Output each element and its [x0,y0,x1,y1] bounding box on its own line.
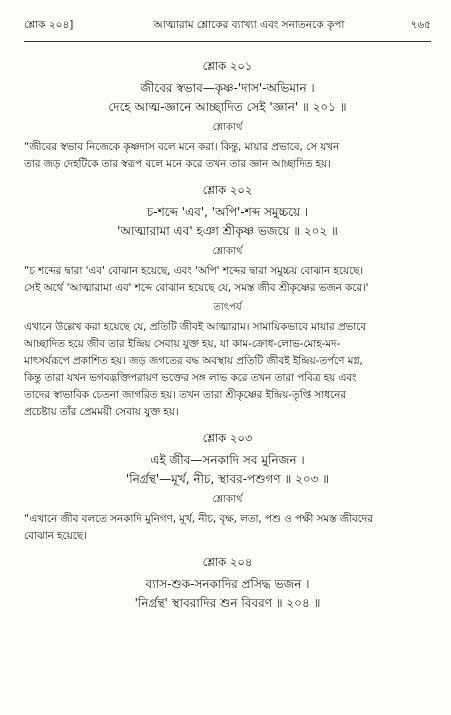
verse-heading-202: শ্লোক ২০২ [202,183,253,197]
translation-201 [24,139,431,173]
verse-line: চ-শব্দে 'এব', 'অপি'-শব্দ সমুচ্চয়ে । [146,205,309,219]
text-line: “এখানে জীব বলতে সনকাদি মুনিগণ, মূর্খ, নীচ, বৃক্ষ, লতা, পশু ও পক্ষী সমস্ত জীবদের [24,513,373,525]
text-line: আচ্ছাদিত হয়ে জীব তার ইন্দ্রিয় সেবায় যুক্ত হয়, যা কাম-ক্রোধ-লোভ-মোহ-মদ- [24,338,341,350]
verse-text-201 [24,79,431,117]
translation-203 [24,511,431,545]
verse-heading-201: শ্লোক ২০১ [202,59,253,73]
verse-line: দেহে আত্ম-জ্ঞানে আচ্ছাদিত সেই 'জ্ঞান' ॥ ২০১ ॥ [108,100,347,114]
text-line: তাদের স্বাভাবিক চেতনা জাগরিত হয়। তখন তারা শ্রীকৃষ্ণের ইন্দ্রিয়-তৃপ্তি সাধনের [24,389,346,401]
translation-label-203: শ্লোকার্থ [212,494,243,505]
text-line: “জীবের স্বভাব নিজেকে কৃষ্ণদাস বলে মনে করা। কিন্তু, মায়ার প্রভাবে, সে যখন [24,141,340,153]
header-verse-ref: শ্লোক ২০৪] [24,19,74,31]
text-line: এখানে উল্লেখ করা হয়েছে যে, প্রতিটি জীবই আত্মারাম। সামায়িকভাবে মায়ার প্রভাবে [24,321,367,333]
verse-line: এই জীব—সনকাদি সব মুনিজন । [150,453,305,467]
verse-text-202 [24,203,431,241]
header-rule [24,41,431,42]
verse-text-204 [24,575,431,613]
text-line: সেই অর্থে 'আত্মারামা এব' শব্দে বোঝান হয়েছে যে, সমস্ত জীব শ্রীকৃষ্ণের ভজন করে।' [24,282,369,294]
text-line: মাৎসর্যরূপে প্রকাশিত হয়। জড় জগতের বদ্ধ অবস্থায় প্রতিটি জীবই ইন্দ্রিয়-তর্পণে মগ্ন, [24,355,363,367]
header-chapter-title: আত্মারাম শ্লোকের ব্যাখ্যা এবং সনাতনকে কৃপা [153,19,345,31]
verse-heading-203: শ্লোক ২০৩ [202,431,253,445]
verse-line: 'নির্গ্রন্থ'—মূর্খ, নীচ, স্থাবর-পশুগণ ॥ ২০৩ ॥ [125,472,330,486]
page-number: ৭৬৫ [410,19,431,31]
translation-label-202: শ্লোকার্থ [212,246,243,257]
text-line: কিন্তু তারা যখন ভগবদ্ভক্তিপরায়ণ ভক্তের সঙ্গ লাভ করে তখন তারা পবিত্র হয় এবং [24,372,357,384]
translation-202 [24,263,431,297]
purport-202 [24,319,431,421]
verse-heading-204: শ্লোক ২০৪ [202,555,253,569]
verse-line: 'নির্গ্রন্থ' স্থাবরাদির শুন বিবরণ ॥ ২০৪ ॥ [134,596,321,610]
translation-label-201: শ্লোকার্থ [212,122,243,133]
running-header [24,0,431,35]
verse-text-203 [24,451,431,489]
text-line: প্রচেষ্টায় তাঁর প্রেমময়ী সেবায় যুক্ত হয়। [24,406,179,418]
verse-line: 'আত্মারামা এব' হঞা শ্রীকৃষ্ণ ভজয়ে ॥ ২০২ ॥ [117,224,338,238]
verse-line: জীবের স্বভাব—কৃষ্ণ-'দাস'-অভিমান । [140,81,315,95]
text-line: তার জড় দেহটিকে তার স্বরূপ বলে মনে করে তখন তার জ্ঞান আচ্ছাদিত হয়। [24,158,331,170]
purport-label-202: তাৎপর্য [213,302,242,313]
text-line: বোঝান হয়েছে। [24,530,87,542]
verse-line: ব্যাস-শুক-সনকাদির প্রসিদ্ধ ভজন । [145,577,310,591]
text-line: “চ শব্দের দ্বারা 'এব' বোঝান হয়েছে, এবং 'অপি' শব্দের দ্বারা সমুচ্চয় বোঝান হয়েছে। [24,265,364,277]
